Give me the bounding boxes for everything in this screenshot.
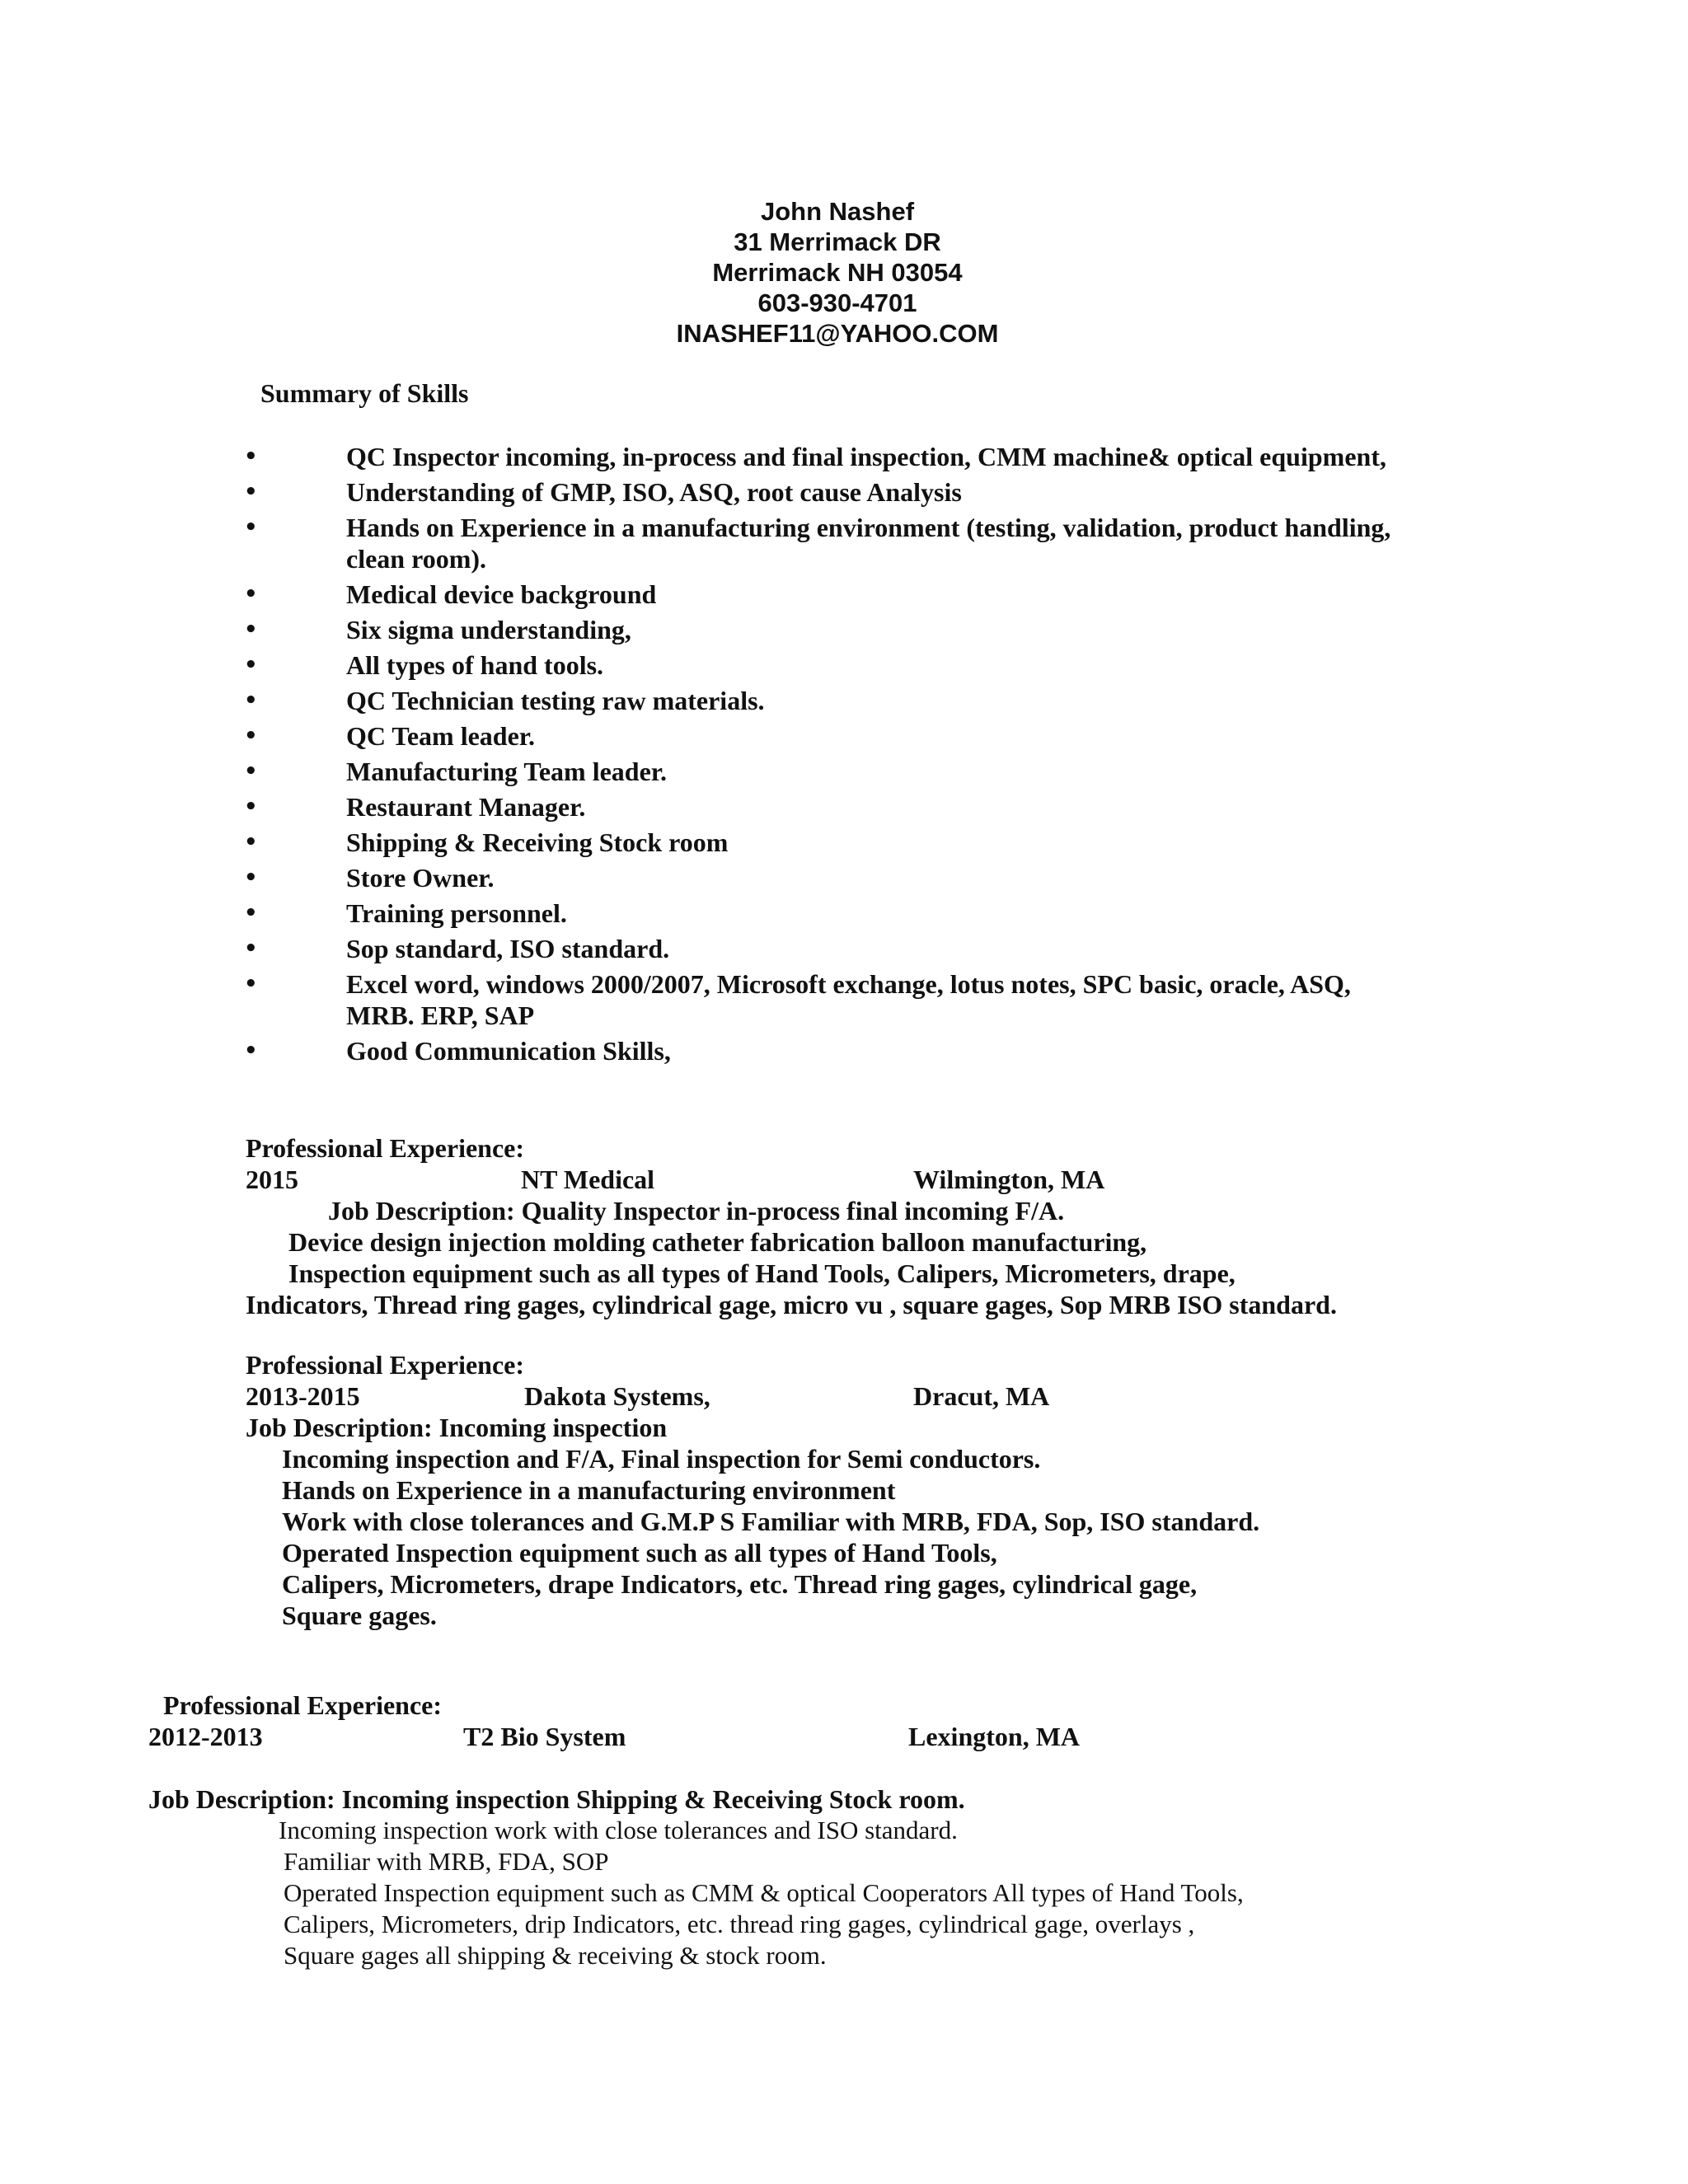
- bullet-icon: •: [244, 724, 258, 748]
- skill-item: [244, 827, 1414, 858]
- skill-text: Store Owner.: [346, 863, 495, 893]
- bullet-icon: •: [244, 653, 258, 677]
- skill-text: Manufacturing Team leader.: [346, 757, 668, 786]
- experience-years: 2015: [246, 1165, 298, 1194]
- bullet-icon: •: [244, 794, 258, 819]
- experience-location: Wilmington, MA: [913, 1165, 1105, 1194]
- email-address: INASHEF11@YAHOO.COM: [676, 319, 999, 348]
- job-detail-line: Incoming inspection work with close tolerances and ISO standard.: [279, 1816, 958, 1844]
- skill-text: Understanding of GMP, ISO, ASQ, root cause Analysis: [346, 477, 962, 507]
- job-detail-line: Incoming inspection and F/A, Final inspection for Semi conductors.: [282, 1444, 1041, 1474]
- skill-text: Training personnel.: [346, 898, 567, 928]
- job-detail-line: Calipers, Micrometers, drip Indicators, etc. thread ring gages, cylindrical gage, overlays ,: [284, 1910, 1195, 1938]
- experience-location: Dracut, MA: [913, 1381, 1050, 1411]
- skill-text: Good Communication Skills,: [346, 1036, 671, 1066]
- bullet-icon: •: [244, 936, 258, 961]
- job-description-line: Job Description: Incoming inspection: [246, 1413, 668, 1442]
- job-detail-line: Indicators, Thread ring gages, cylindrical gage, micro vu , square gages, Sop MRB ISO standard.: [246, 1290, 1337, 1319]
- job-detail-line: Hands on Experience in a manufacturing environment: [282, 1475, 896, 1505]
- experience-heading: Professional Experience:: [246, 1133, 525, 1163]
- job-detail-line: Familiar with MRB, FDA, SOP: [284, 1847, 609, 1876]
- job-detail-line: Square gages.: [282, 1601, 437, 1630]
- skill-item: [244, 441, 1414, 472]
- job-detail-line: Square gages all shipping & receiving & stock room.: [284, 1941, 827, 1970]
- bullet-icon: •: [244, 444, 258, 469]
- bullet-icon: •: [244, 865, 258, 890]
- experience-location: Lexington, MA: [908, 1722, 1080, 1751]
- skill-text: QC Team leader.: [346, 721, 536, 751]
- skill-text: All types of hand tools.: [346, 650, 604, 680]
- street-address: 31 Merrimack DR: [734, 227, 941, 256]
- bullet-icon: •: [244, 972, 258, 996]
- bullet-icon: •: [244, 1038, 258, 1063]
- job-detail-line: Work with close tolerances and G.M.P S Familiar with MRB, FDA, Sop, ISO standard.: [282, 1507, 1260, 1536]
- skill-item: [244, 898, 1414, 929]
- experience-details: [246, 1195, 1337, 1320]
- applicant-name: John Nashef: [760, 197, 915, 226]
- experience-company: NT Medical: [521, 1165, 655, 1194]
- bullet-icon: •: [244, 515, 258, 540]
- city-state-zip: Merrimack NH 03054: [712, 258, 963, 287]
- experience-heading: Professional Experience:: [163, 1690, 443, 1720]
- skill-item: [244, 685, 1414, 716]
- bullet-icon: •: [244, 617, 258, 642]
- bullet-icon: •: [244, 830, 258, 855]
- job-detail-line: Inspection equipment such as all types of Hand Tools, Calipers, Micrometers, drape,: [288, 1258, 1236, 1288]
- skill-text: QC Technician testing raw materials.: [346, 686, 765, 715]
- skills-list: [244, 441, 1414, 1071]
- skill-item: [244, 791, 1414, 823]
- skill-item: [244, 649, 1414, 681]
- experience-company: T2 Bio System: [463, 1722, 626, 1751]
- experience-years: 2013-2015: [246, 1381, 360, 1411]
- bullet-icon: •: [244, 688, 258, 713]
- skill-item: [244, 614, 1414, 645]
- skill-item: [244, 1035, 1414, 1066]
- job-detail-line: Operated Inspection equipment such as CMM & optical Cooperators All types of Hand Tools,: [284, 1878, 1244, 1907]
- bullet-icon: •: [244, 480, 258, 504]
- skill-item: [244, 862, 1414, 893]
- job-detail-line: Operated Inspection equipment such as all types of Hand Tools,: [282, 1538, 997, 1568]
- skill-item: [244, 933, 1414, 964]
- skill-text: Six sigma understanding,: [346, 615, 631, 644]
- experience-details: [282, 1443, 1259, 1631]
- skill-item: [244, 720, 1414, 752]
- skill-text: Hands on Experience in a manufacturing environment (testing, validation, product handling, clean room).: [346, 513, 1391, 574]
- job-description-line: Job Description: Quality Inspector in-process final incoming F/A.: [328, 1196, 1065, 1226]
- bullet-icon: •: [244, 759, 258, 784]
- skill-item: [244, 579, 1414, 610]
- experience-heading: Professional Experience:: [246, 1350, 525, 1380]
- summary-heading: Summary of Skills: [260, 378, 469, 408]
- skill-text: Medical device background: [346, 579, 657, 609]
- skill-text: Restaurant Manager.: [346, 792, 586, 822]
- experience-details: [279, 1815, 1244, 1971]
- phone-number: 603-930-4701: [757, 288, 917, 317]
- skill-item: [244, 512, 1414, 574]
- job-detail-line: Device design injection molding catheter fabrication balloon manufacturing,: [288, 1227, 1147, 1257]
- skill-text: Sop standard, ISO standard.: [346, 934, 670, 963]
- skill-item: [244, 756, 1414, 787]
- job-detail-line: Calipers, Micrometers, drape Indicators, etc. Thread ring gages, cylindrical gage,: [282, 1569, 1198, 1599]
- skill-item: [244, 968, 1414, 1031]
- skill-text: Shipping & Receiving Stock room: [346, 827, 729, 857]
- job-description-line: Job Description: Incoming inspection Shipping & Receiving Stock room.: [148, 1784, 965, 1814]
- experience-company: Dakota Systems,: [524, 1381, 710, 1411]
- skill-text: Excel word, windows 2000/2007, Microsoft exchange, lotus notes, SPC basic, oracle, ASQ, MRB. ERP, SAP: [346, 969, 1351, 1030]
- skill-text: QC Inspector incoming, in-process and final inspection, CMM machine& optical equipment,: [346, 442, 1386, 471]
- experience-years: 2012-2013: [148, 1722, 263, 1751]
- bullet-icon: •: [244, 901, 258, 926]
- bullet-icon: •: [244, 582, 258, 607]
- contact-header: [0, 196, 1675, 349]
- skill-item: [244, 476, 1414, 508]
